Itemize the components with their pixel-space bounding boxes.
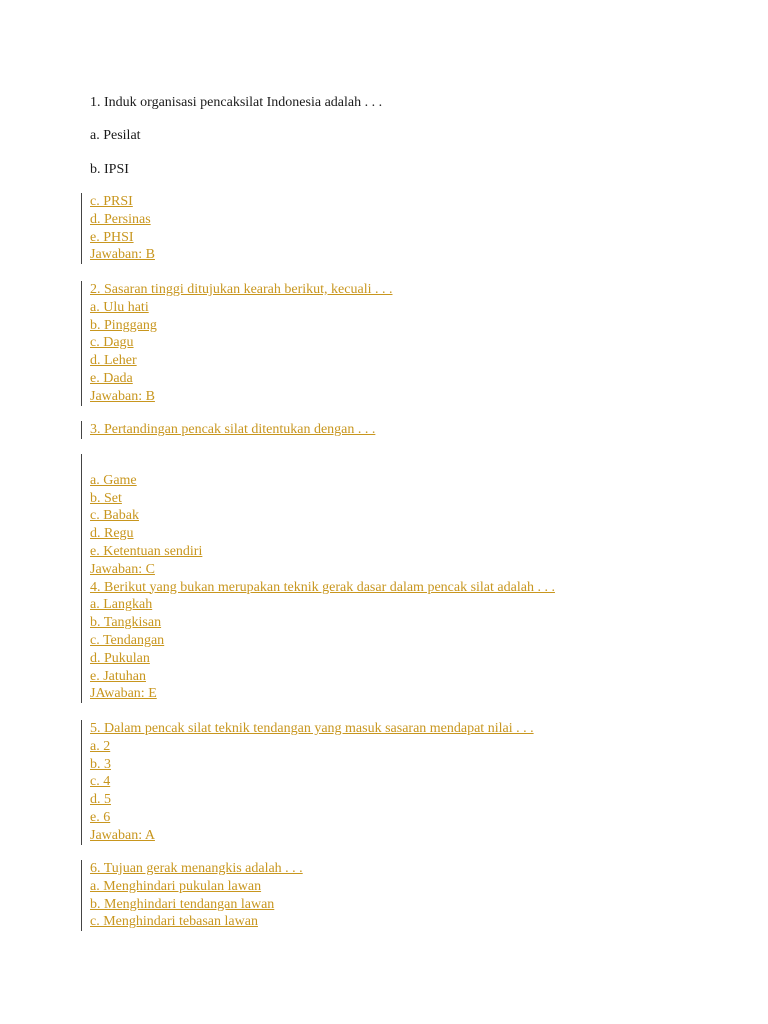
q2-option-e-link[interactable]: e. Dada <box>90 370 133 386</box>
q5-option-c-link[interactable]: c. 4 <box>90 774 111 790</box>
q4-option-c-link[interactable]: c. Tendangan <box>90 632 165 648</box>
q3-answer-link[interactable]: Jawaban: C <box>90 561 155 577</box>
q5-option-e-link[interactable]: e. 6 <box>90 809 111 825</box>
q3-question-link[interactable]: 3. Pertandingan pencak silat ditentukan dengan . . . <box>90 422 376 437</box>
q4-option-b-link[interactable]: b. Tangkisan <box>90 615 162 631</box>
q6-question-link[interactable]: 6. Tujuan gerak menangkis adalah . . . <box>90 861 303 876</box>
q4-option-a-link[interactable]: a. Langkah <box>90 597 153 613</box>
q6-block <box>81 860 303 931</box>
q2-option-a-link[interactable]: a. Ulu hati <box>90 299 149 315</box>
q5-option-b-link[interactable]: b. 3 <box>90 756 111 772</box>
q4-option-e-link[interactable]: e. Jatuhan <box>90 668 146 684</box>
q1-question: 1. Induk organisasi pencaksilat Indonesia adalah . . . <box>90 95 383 110</box>
blank-line <box>90 454 555 472</box>
q3-option-a-link[interactable]: a. Game <box>90 472 137 488</box>
q1-option-e-link[interactable]: e. PHSI <box>90 229 134 245</box>
q4-option-d-link[interactable]: d. Pukulan <box>90 650 150 666</box>
q2-block <box>81 281 392 406</box>
q6-option-c-link[interactable]: c. Menghindari tebasan lawan <box>90 914 258 930</box>
q6-option-b-link[interactable]: b. Menghindari tendangan lawan <box>90 896 275 912</box>
q2-option-c-link[interactable]: c. Dagu <box>90 335 134 351</box>
q1-option-a: a. Pesilat <box>90 128 141 143</box>
q2-option-d-link[interactable]: d. Leher <box>90 353 137 369</box>
q5-answer-link[interactable]: Jawaban: A <box>90 827 155 843</box>
q4-question-link[interactable]: 4. Berikut yang bukan merupakan teknik gerak dasar dalam pencak silat adalah . . . <box>90 579 555 595</box>
q1-answer-link[interactable]: Jawaban: B <box>90 247 155 263</box>
q5-option-d-link[interactable]: d. 5 <box>90 792 111 808</box>
q4-answer-link[interactable]: JAwaban: E <box>90 686 157 702</box>
q6-option-a-link[interactable]: a. Menghindari pukulan lawan <box>90 878 262 894</box>
q1-rest-block <box>81 193 155 264</box>
q3-option-d-link[interactable]: d. Regu <box>90 526 134 542</box>
q2-answer-link[interactable]: Jawaban: B <box>90 388 155 404</box>
q3-question-block <box>81 421 375 439</box>
q3-option-c-link[interactable]: c. Babak <box>90 508 139 524</box>
q5-block <box>81 720 534 845</box>
q1-option-d-link[interactable]: d. Persinas <box>90 211 151 227</box>
q2-question-link[interactable]: 2. Sasaran tinggi ditujukan kearah berikut, kecuali . . . <box>90 282 393 297</box>
q1-option-b: b. IPSI <box>90 162 129 177</box>
q2-option-b-link[interactable]: b. Pinggang <box>90 317 157 333</box>
q3-option-e-link[interactable]: e. Ketentuan sendiri <box>90 543 203 559</box>
q5-question-link[interactable]: 5. Dalam pencak silat teknik tendangan yang masuk sasaran mendapat nilai . . . <box>90 721 534 736</box>
q3-q4-block <box>81 454 555 703</box>
q5-option-a-link[interactable]: a. 2 <box>90 738 111 754</box>
q1-option-c-link[interactable]: c. PRSI <box>90 194 133 209</box>
q3-option-b-link[interactable]: b. Set <box>90 490 122 506</box>
